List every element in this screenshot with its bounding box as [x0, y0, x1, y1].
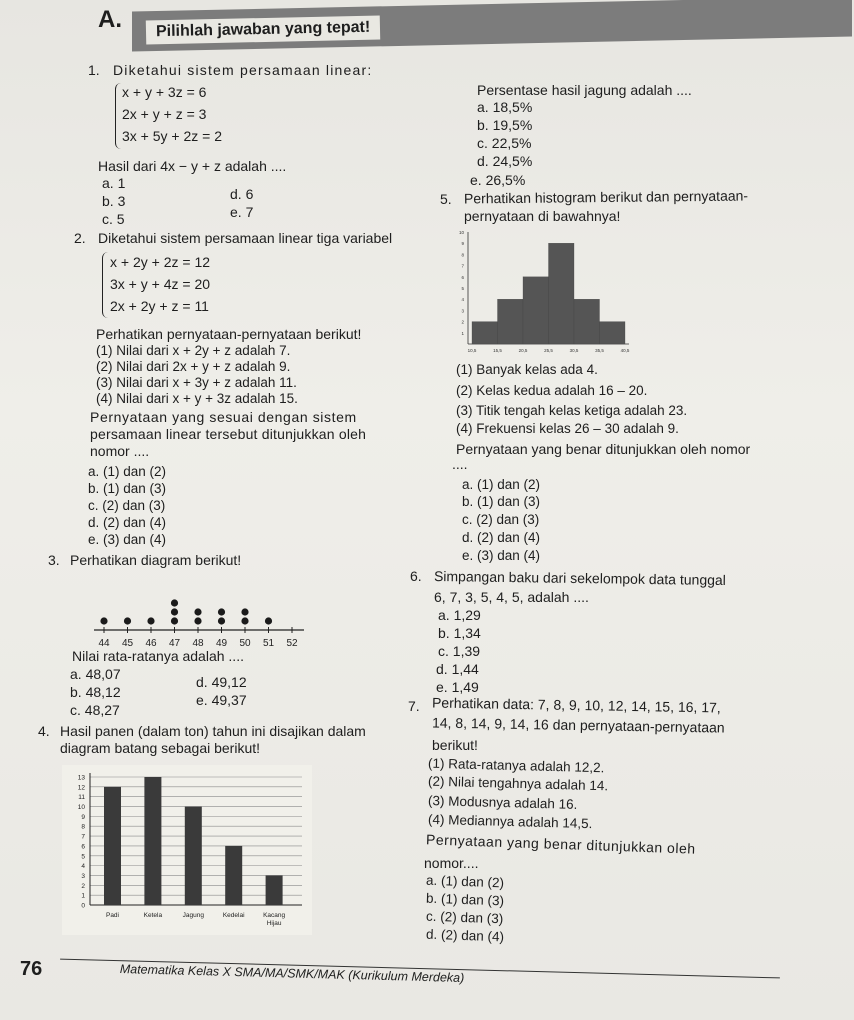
bar-chart-category-label: Ketela — [143, 912, 163, 919]
q3-option-a: a. 48,07 — [70, 666, 121, 682]
q4-option-c: c. 22,5% — [477, 135, 532, 151]
q1-number: 1. — [88, 62, 100, 78]
q2-option-e: e. (3) dan (4) — [88, 532, 167, 547]
q4-number: 4. — [38, 723, 50, 739]
q7-question-1: Pernyataan yang benar ditunjukkan oleh — [425, 831, 696, 857]
q4-stem-2: diagram batang sebagai berikut! — [60, 740, 261, 756]
bar-chart-bar — [104, 787, 121, 905]
q7-stem-3: berikut! — [432, 737, 478, 753]
q5-option-d: d. (2) dan (4) — [462, 530, 541, 545]
q5-stem-1: Perhatikan histogram berikut dan pernyataan- — [463, 187, 749, 207]
q2-statement-1: (1) Nilai dari x + 2y + z adalah 7. — [96, 343, 291, 358]
q3-number: 3. — [48, 552, 60, 568]
bar-chart-y-tick: 6 — [81, 843, 85, 851]
dot-plot-point — [171, 617, 178, 624]
bar-chart-bar — [225, 846, 242, 905]
dot-plot-point — [171, 608, 178, 615]
q7-statement-1: (1) Rata-ratanya adalah 12,2. — [427, 755, 605, 776]
book-title: Matematika Kelas X SMA/MA/SMK/MAK (Kurikulum Merdeka) — [119, 962, 465, 986]
q3-stem: Perhatikan diagram berikut! — [70, 552, 242, 568]
histogram-y-tick: 9 — [461, 241, 464, 247]
dot-plot-tick-label: 45 — [121, 638, 134, 649]
q2-option-b: b. (1) dan (3) — [88, 481, 167, 496]
q7-statement-3: (3) Modusnya adalah 16. — [427, 793, 578, 812]
q6-option-d: d. 1,44 — [436, 661, 479, 677]
dot-plot-tick-label: 47 — [168, 638, 181, 649]
q3-option-d: d. 49,12 — [196, 674, 247, 690]
page-number: 76 — [20, 958, 43, 980]
q7-option-d: d. (2) dan (4) — [425, 926, 505, 945]
histogram-y-tick: 1 — [461, 330, 464, 336]
q6-stem-1: Simpangan baku dari sekelompok data tunggal — [433, 567, 726, 589]
q2-statement-4: (4) Nilai dari x + y + 3z adalah 15. — [96, 391, 298, 406]
dot-plot-point — [124, 617, 131, 624]
bar-chart-bar — [144, 777, 161, 905]
dot-plot-point — [265, 617, 272, 624]
histogram-bin-label: 35,5 — [595, 348, 604, 353]
q6-option-a: a. 1,29 — [438, 607, 481, 623]
q6-option-e: e. 1,49 — [436, 679, 479, 695]
histogram-y-tick: 5 — [461, 286, 464, 291]
histogram-bar — [472, 322, 498, 344]
histogram-y-tick: 4 — [461, 297, 464, 303]
q1-eq1: x + y + 3z = 6 — [122, 84, 207, 100]
q6-number: 6. — [410, 568, 422, 584]
dot-plot-point — [218, 608, 225, 615]
q4-option-b: b. 19,5% — [477, 117, 533, 133]
q1-option-a: a. 1 — [102, 175, 126, 191]
bar-chart-y-tick: 8 — [81, 823, 85, 831]
histogram-bar — [574, 299, 600, 344]
q2-option-c: c. (2) dan (3) — [88, 498, 166, 513]
q5-histogram — [452, 226, 642, 356]
bar-chart-category-label: Hijau — [266, 920, 282, 927]
dot-plot-tick-label: 44 — [98, 638, 110, 649]
bar-chart-y-tick: 4 — [81, 863, 85, 871]
q7-number: 7. — [408, 698, 420, 714]
q6-stem-2: 6, 7, 3, 5, 4, 5, adalah .... — [434, 589, 589, 605]
bar-chart-category-label: Jagung — [182, 912, 204, 919]
histogram-bar — [549, 243, 575, 344]
q7-stem-2: 14, 8, 14, 9, 14, 16 dan pernyataan-pernyataan — [431, 714, 725, 736]
bar-chart-y-tick: 13 — [77, 774, 85, 782]
q3-dot-plot — [90, 582, 310, 652]
bar-chart-y-tick: 1 — [81, 892, 85, 900]
histogram-y-tick: 3 — [461, 308, 464, 314]
q2-option-a: a. (1) dan (2) — [88, 464, 167, 479]
histogram-bar — [523, 277, 549, 344]
q4-question: Persentase hasil jagung adalah .... — [477, 82, 692, 98]
q2-number: 2. — [74, 230, 86, 246]
q1-brace — [115, 83, 122, 149]
q2-eq3: 2x + 2y + z = 11 — [110, 298, 209, 314]
histogram-bin-label: 15,5 — [493, 348, 502, 353]
q4-option-d: d. 24,5% — [477, 153, 533, 169]
q4-option-e: e. 26,5% — [470, 172, 526, 188]
histogram-y-tick: 6 — [461, 274, 464, 280]
histogram-y-tick: 7 — [461, 263, 464, 269]
q3-question: Nilai rata-ratanya adalah .... — [72, 648, 244, 664]
q5-statement-1: (1) Banyak kelas ada 4. — [456, 362, 598, 377]
bar-chart-category-label: Padi — [105, 912, 120, 919]
bar-chart-y-tick: 3 — [81, 872, 85, 880]
bar-chart-y-tick: 11 — [78, 794, 85, 802]
q7-option-c: c. (2) dan (3) — [425, 908, 504, 927]
q2-statement-3: (3) Nilai dari x + 3y + z adalah 11. — [96, 375, 297, 390]
section-letter: A. — [98, 6, 122, 33]
q2-brace — [102, 252, 109, 318]
dot-plot-tick-label: 51 — [262, 638, 275, 649]
dot-plot-point — [194, 617, 201, 624]
q4-option-a: a. 18,5% — [477, 99, 533, 115]
bar-chart-bar — [185, 807, 202, 905]
q1-question: Hasil dari 4x − y + z adalah .... — [98, 158, 287, 174]
q6-option-c: c. 1,39 — [438, 643, 481, 659]
q7-option-a: a. (1) dan (2) — [425, 872, 505, 891]
q4-bar-chart — [62, 765, 312, 935]
q1-option-c: c. 5 — [102, 211, 125, 227]
q2-intro: Perhatikan pernyataan-pernyataan berikut! — [96, 326, 362, 342]
q5-statement-4: (4) Frekuensi kelas 26 – 30 adalah 9. — [456, 421, 679, 436]
dot-plot-tick-label: 46 — [145, 638, 157, 649]
q1-eq2: 2x + y + z = 3 — [122, 106, 207, 122]
q7-statement-2: (2) Nilai tengahnya adalah 14. — [427, 773, 609, 794]
dot-plot-point — [100, 617, 107, 624]
histogram-y-tick: 8 — [461, 252, 464, 258]
bar-chart-y-tick: 2 — [81, 882, 85, 890]
q7-option-b: b. (1) dan (3) — [425, 890, 505, 909]
section-title: Pilihlah jawaban yang tepat! — [146, 16, 381, 45]
q5-option-a: a. (1) dan (2) — [462, 477, 541, 492]
dot-plot-point — [241, 608, 248, 615]
q5-statement-3: (3) Titik tengah kelas ketiga adalah 23. — [456, 403, 688, 418]
dot-plot-point — [194, 608, 201, 615]
q5-option-e: e. (3) dan (4) — [462, 548, 541, 563]
q5-question-1: Pernyataan yang benar ditunjukkan oleh nomor — [456, 441, 751, 457]
q2-statement-2: (2) Nilai dari 2x + y + z adalah 9. — [96, 359, 291, 374]
q1-option-d: d. 6 — [230, 186, 254, 202]
bar-chart-y-tick: 7 — [81, 833, 85, 841]
q1-eq3: 3x + 5y + 2z = 2 — [122, 128, 223, 144]
dot-plot-point — [241, 617, 248, 624]
histogram-bin-label: 25,5 — [544, 348, 553, 353]
q3-option-c: c. 48,27 — [70, 702, 120, 718]
q7-stem-1: Perhatikan data: 7, 8, 9, 10, 12, 14, 15, 16, 17, — [431, 694, 721, 716]
dot-plot-point — [171, 599, 178, 606]
histogram-bin-label: 20,5 — [518, 348, 528, 353]
bar-chart-bar — [266, 875, 283, 905]
q1-option-b: b. 3 — [102, 193, 126, 209]
histogram-y-tick: 2 — [461, 319, 464, 325]
bar-chart-y-tick: 12 — [77, 784, 85, 792]
bar-chart-category-label: Kedelai — [222, 912, 245, 919]
q2-question-2: persamaan linear tersebut ditunjukkan oleh — [90, 426, 367, 442]
histogram-y-tick: 10 — [458, 230, 464, 235]
bar-chart-y-tick: 0 — [81, 902, 85, 910]
dot-plot-tick-label: 49 — [215, 638, 228, 649]
q4-stem-1: Hasil panen (dalam ton) tahun ini disajikan dalam — [60, 723, 366, 739]
q2-stem: Diketahui sistem persamaan linear tiga variabel — [98, 230, 393, 246]
q5-question-2: .... — [452, 456, 468, 472]
q5-stem-2: pernyataan di bawahnya! — [464, 208, 621, 224]
histogram-bar — [600, 322, 626, 344]
histogram-bin-label: 40,5 — [620, 348, 630, 353]
q2-eq1: x + 2y + 2z = 12 — [110, 254, 211, 270]
dot-plot-point — [218, 617, 225, 624]
q6-option-b: b. 1,34 — [438, 625, 481, 641]
q5-statement-2: (2) Kelas kedua adalah 16 – 20. — [456, 383, 648, 398]
histogram-bin-label: 10,5 — [467, 348, 477, 353]
dot-plot-tick-label: 48 — [192, 638, 204, 649]
bar-chart-category-label: Kacang — [263, 912, 286, 919]
dot-plot-tick-label: 52 — [286, 638, 298, 649]
q5-option-b: b. (1) dan (3) — [462, 494, 541, 509]
q2-eq2: 3x + y + 4z = 20 — [110, 276, 211, 292]
dot-plot-tick-label: 50 — [239, 638, 251, 649]
q1-option-e: e. 7 — [230, 204, 254, 220]
q1-stem: Diketahui sistem persamaan linear: — [113, 62, 373, 78]
q3-option-e: e. 49,37 — [196, 692, 247, 708]
q7-statement-4: (4) Mediannya adalah 14,5. — [427, 811, 593, 832]
q3-option-b: b. 48,12 — [70, 684, 121, 700]
dot-plot-point — [147, 617, 154, 624]
bar-chart-y-tick: 5 — [81, 853, 85, 861]
bar-chart-y-tick: 10 — [77, 804, 85, 812]
q2-question-1: Pernyataan yang sesuai dengan sistem — [90, 409, 357, 425]
q7-question-2: nomor.... — [424, 855, 479, 871]
histogram-bin-label: 30,5 — [569, 348, 579, 353]
q2-option-d: d. (2) dan (4) — [88, 515, 167, 530]
q2-question-3: nomor .... — [90, 443, 150, 459]
histogram-bar — [498, 299, 524, 344]
bar-chart-y-tick: 9 — [81, 813, 85, 821]
q5-option-c: c. (2) dan (3) — [462, 512, 540, 527]
q5-number: 5. — [440, 191, 452, 207]
